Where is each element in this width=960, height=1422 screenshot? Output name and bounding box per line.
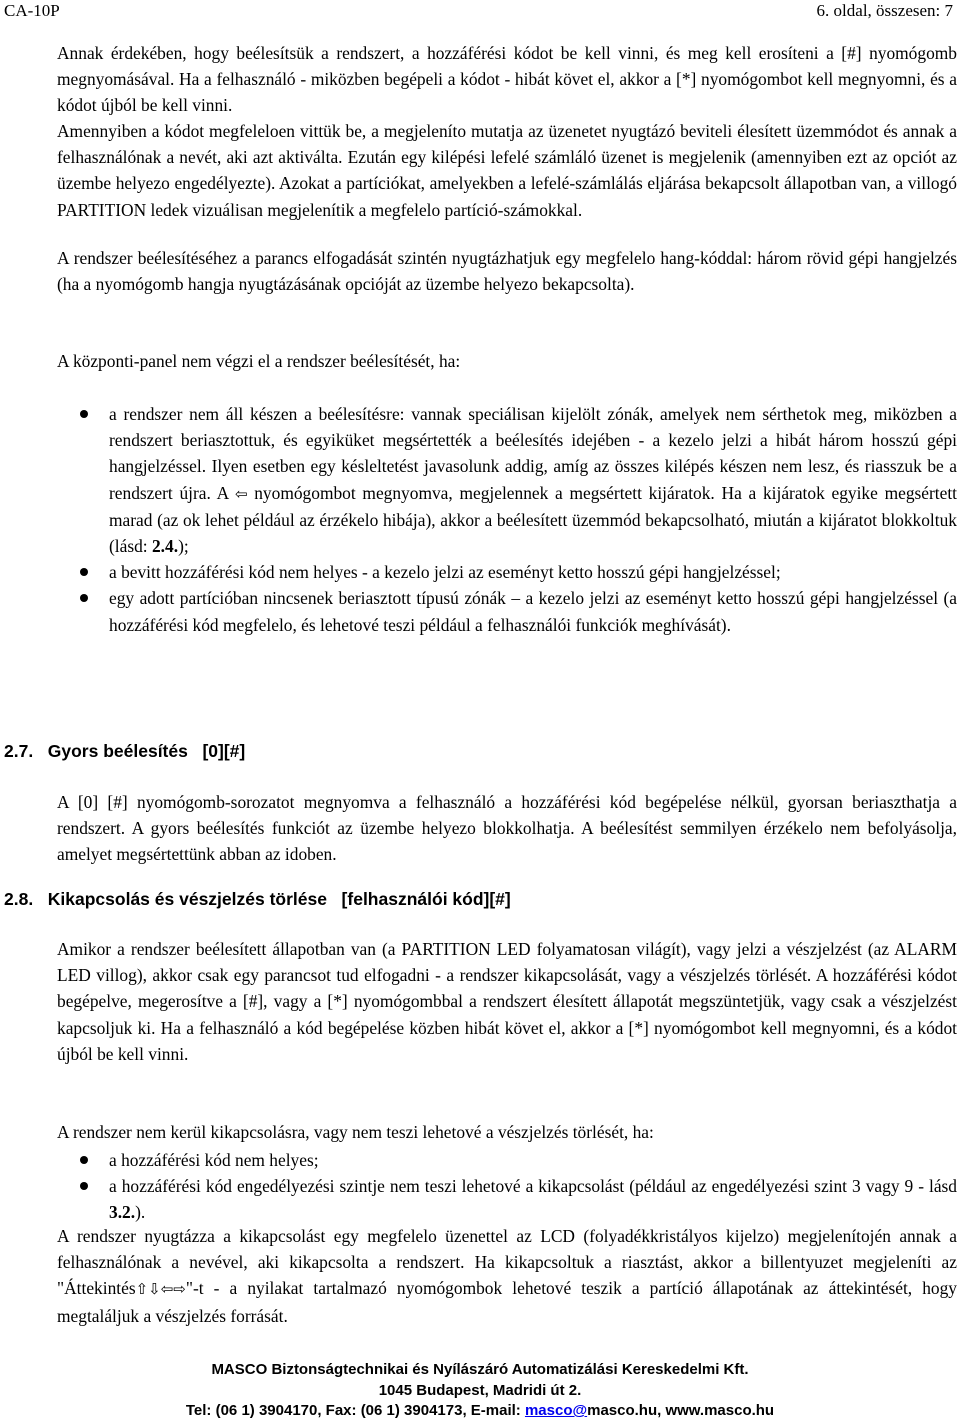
- section-reference: 3.2.: [109, 1202, 136, 1223]
- section-2-7-paragraph: A [0] [#] nyomógomb-sorozatot megnyomva a felhasználó a hozzáférési kód begépelése nélkül, gyorsan beriaszthatja a rendszert. A gyors beélesítés funkciót az üzembe helyezo blokkolhatja. A beélesítést semmilyen érzékelo nem befolyásolja, amelyet megsértettünk abban az idoben.: [57, 792, 957, 865]
- bullet-icon: [80, 594, 88, 602]
- list-item-text: egy adott partícióban nincsenek beriasztott típusú zónák – a kezelo jelzi az eseményt ketto hosszú gépi hangjelzéssel (a hozzáférési kód megfelelo, és lehetové teszi például a felhasználói funkciók meghívását).: [109, 588, 957, 635]
- intro-paragraph-1: Annak érdekében, hogy beélesítsük a rendszert, a hozzáférési kódot be kell vinni, és meg kell erosíteni a [#] nyomógomb megnyomásával. Ha a felhasználó - miközben begépeli a kódot - hibát követ el, akkor a [*] nyomógombot kell megnyomni, és a kódot újból be kell vinni.: [57, 43, 957, 116]
- list-item-text-a: a rendszer nem áll készen a beélesítésre: vannak speciálisan kijelölt zónák, amelyek nem sérthetok meg, miközben a rendszert beriasztottuk, és egyiküket megsértették a beélesítés idejében - a kezelo jelzi a hibát három hosszú gépi hangjelzéssel. Ilyen esetben egy késleltetést javasolunk addig, amíg az összes kilépés készen nem lesz, és riasszuk be a rendszert újra. A: [109, 404, 957, 503]
- list-item: [57, 401, 957, 559]
- section-reference: 2.4.: [151, 536, 179, 557]
- list-item: [57, 1147, 957, 1173]
- list-item: [57, 1173, 957, 1225]
- list-item: [57, 559, 957, 585]
- list-item-text-b: nyomógombot megnyomva, megjelennek a megsértett kijáratok. Ha a kijáratok egyike megsértett marad (az ok lehet például az érzékelo hibája), akkor a beélesített üzemmód bekapcsolható, miután a kijáratot blokkoltuk (lásd:: [109, 482, 958, 557]
- section-heading-2-8: 2.8. Kikapcsolás és vészjelzés törlése [felhasználói kód][#]: [4, 889, 511, 909]
- header-doc-code: CA-10P: [4, 1, 60, 20]
- footer-contact: [0, 1400, 960, 1422]
- section-2-8-paragraph-1: Amikor a rendszer beélesített állapotban van (a PARTITION LED folyamatosan világít), vagy jelzi a vészjelzést (az ALARM LED villog), akkor csak egy parancsot tud elfogadni - a rendszer kikapcsolását, vagy a vészjelzés törlését. A hozzáférési kódot begépelve, megerosítve a [#], vagy a [*] nyomógombbal a rendszert élesített állapotát megszüntetjük, vagy csak a vészjelzést kapcsoljuk ki. Ha a felhasználó a kód begépelése közben hibát követ el, akkor a [*] nyomógombot kell megnyomni, és a kódot újból be kell vinni.: [57, 939, 957, 1064]
- list-item: [57, 585, 957, 637]
- paragraph-text-b: "-t - a nyilakat tartalmazó nyomógombok lehetové teszik a partíció állapotának az áttekintését, hogy megtaláljuk a vészjelzés forrását.: [57, 1278, 957, 1326]
- bullet-icon: [80, 410, 88, 418]
- arming-failure-list: [57, 401, 957, 638]
- list-item-text: a hozzáférési kód nem helyes;: [109, 1150, 319, 1170]
- footer-website: masco.hu, www.masco.hu: [587, 1402, 775, 1419]
- left-arrow-key-icon: ⇦: [234, 484, 248, 503]
- footer-company-name: MASCO Biztonságtechnikai és Nyílászáró Automatizálási Kereskedelmi Kft.: [211, 1361, 749, 1378]
- bullet-icon: [80, 1156, 88, 1164]
- section-2-8-paragraph-2: A rendszer nem kerül kikapcsolásra, vagy nem teszi lehetové a vészjelzés törlését, ha:: [57, 1122, 654, 1142]
- footer-phone-fax: Tel: (06 1) 3904170, Fax: (06 1) 3904173, E-mail:: [185, 1402, 525, 1419]
- section-2-8-paragraph-3: [57, 1223, 957, 1329]
- paragraph-text-a: A rendszer nyugtázza a kikapcsolást egy megfelelo üzenettel az LCD (folyadékkristályos kijelzo) megjelenítojén annak a felhasználónak a nevével, aki kikapcsolta a rendszert. Ha kikapcsoltuk a riasztást, akkor a billentyuzet megjeleníti az "Áttekintés: [57, 1226, 957, 1299]
- header-page-info: 6. oldal, összesen: 7: [816, 1, 953, 20]
- list-item-text-a: a hozzáférési kód engedélyezési szintje nem teszi lehetové a kikapcsolást (például az engedélyezési szint 3 vagy 9 - lásd: [109, 1176, 957, 1197]
- section-heading-2-7: 2.7. Gyors beélesítés [0][#]: [4, 741, 246, 761]
- bullet-icon: [80, 568, 88, 576]
- intro-paragraph-3: A rendszer beélesítéséhez a parancs elfogadását szintén nyugtázhatjuk egy megfelelo hang-kóddal: három rövid gépi hangjelzés (ha a nyomógomb hangja nyugtázásának opcióját az üzembe helyezo bekapcsolta).: [57, 248, 957, 295]
- intro-paragraph-2: Amennyiben a kódot megfeleloen vittük be, a megjeleníto mutatja az üzenetet nyugtázó beviteli élesített üzemmódot és annak a felhasználónak a nevét, aki azt aktiválta. Ezután egy kilépési lefelé számláló üzenet is megjelenik (amennyiben ezt az opciót az üzembe helyezo engedélyezte). Azokat a partíciókat, amelyekben a lefelé-számlálás eljárása bekapcsolt állapotban van, a villogó PARTITION ledek vizuálisan megjelenítik a megfelelo partíció-számokkal.: [57, 121, 957, 220]
- list-item-text-b: ).: [135, 1202, 146, 1223]
- bullet-icon: [80, 1182, 88, 1190]
- list-item-text-c: );: [178, 536, 189, 557]
- email-link[interactable]: masco@: [524, 1402, 588, 1419]
- disarm-failure-list: [57, 1147, 957, 1226]
- intro-paragraph-4: A központi-panel nem végzi el a rendszer beélesítését, ha:: [57, 351, 461, 371]
- arrow-keys-icon: ⇧⇩⇦⇨: [135, 1280, 186, 1299]
- footer-address: 1045 Budapest, Madridi út 2.: [378, 1382, 582, 1399]
- list-item-text: a bevitt hozzáférési kód nem helyes - a kezelo jelzi az eseményt ketto hosszú gépi hangjelzéssel;: [109, 562, 781, 583]
